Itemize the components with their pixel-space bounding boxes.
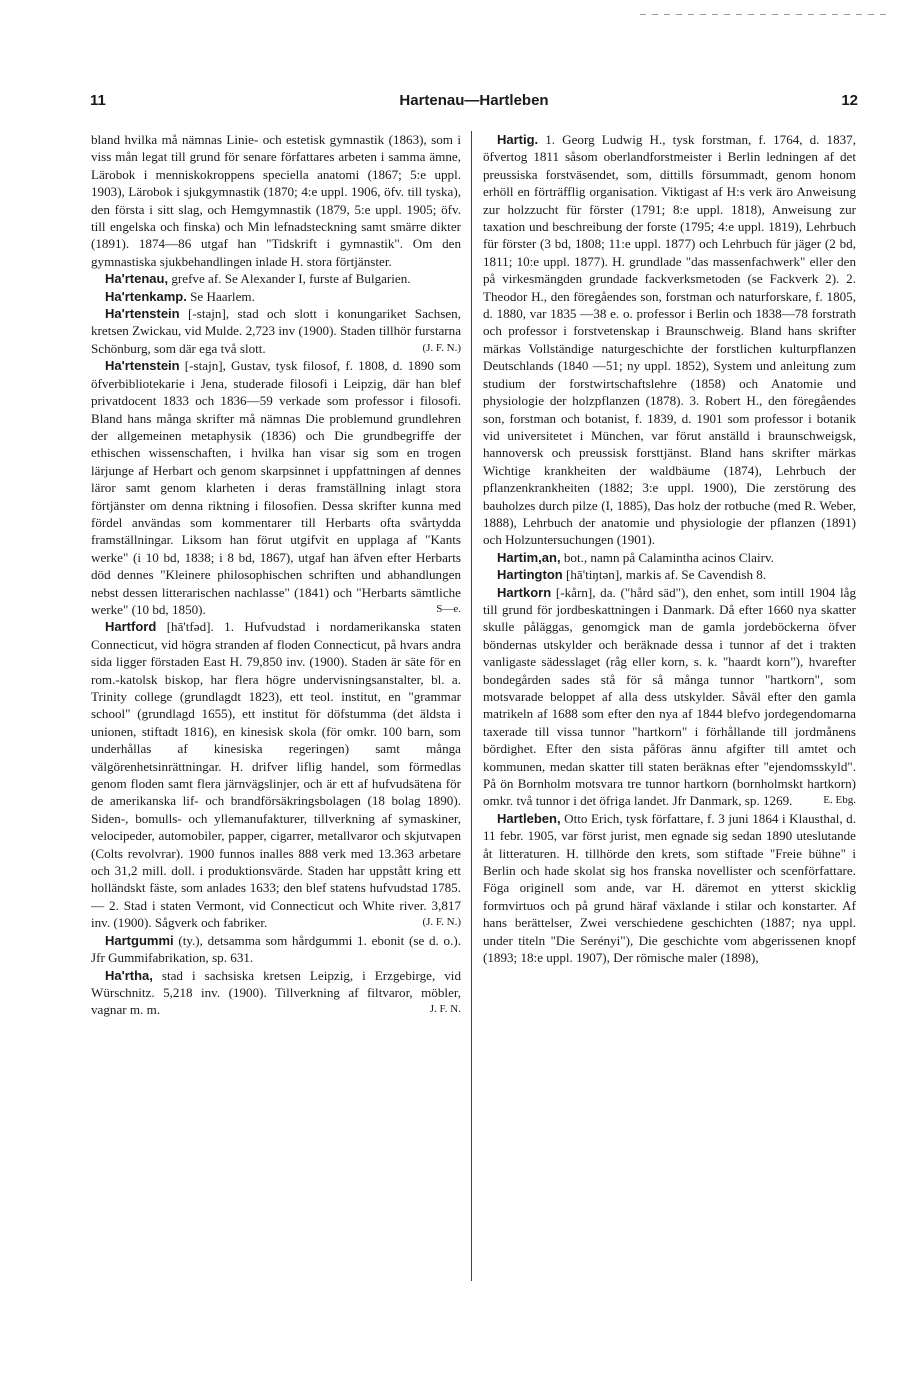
entry-headword: Ha'rtenau,	[105, 271, 169, 287]
entry-text: bot., namn på Calamintha acinos Clairv.	[563, 549, 774, 565]
entry-hartleben	[483, 810, 856, 967]
entry-text: Otto Erich, tysk författare, f. 3 juni 1864 i Klausthal, d. 11 febr. 1905, var först jurist, men egnade sig sedan 1890 uteslutande åt litteraturen. H. tillhörde den krets, som stiftade "Freie bühne" i Berlin och hade skolat sig hos franska novellister och scenförfattare. Föga originell som ande, var H. däremot en ytterst skicklig formvirtuos och på grund häraf växlande i stilar och konstarter. Af hans berättelser, Zwei verschiedene geschichten (1887; nya uppl. under titeln "Die Serényi"), Die geschichte vom abgerissenen knopf (1893; 18:e uppl. 1907), Der römische maler (1898),	[483, 810, 856, 966]
entry-headword: Hartgummi	[105, 932, 174, 948]
entry-hartenkamp	[91, 288, 461, 305]
entry-text: 1. Georg Ludwig H., tysk forstman, f. 1764, d. 1837, öfvertog 1811 såsom oberlandforstmeister i Berlin ledningen af det preussiska forstväsendet, som, dittills försummadt, genom honom erhöll en förträfflig organisation. Viktigast af H:s verk äro Anweisung zur holzzucht für förster (1791; 8:e uppl. 1818), Anweisung zur taxation und beschreibung der forste (1795; 4:e uppl. 1819), Lehrbuch für förster (3 bd, 1808; 11:e uppl. 1877) och Lehrbuch für jäger (2 bd, 1811; 10:e uppl. 1877). H. grundlade "das massenfachwerk" eller den på virkesmängden grundade fackverksmetoden (se Fackverk 2). 2. Theodor H., den föregåendes son, forstman och naturforskare, f. 1805, d. 1880, var 1835 —38 e. o. professor i Berlin och 1838—78 forstrath och professor i forstvetenskap i Braunschweig. Bland hans skrifter märkas Vollständige naturgeschichte der forstlichen kulturpflanzen Deutschlands (1840 —51; ny uppl. 1852), System und anleitung zum studium der forstwirtschaftslehre (1858) och Anatomie und physiologie der holzpflanzen (1878). 3. Robert H., den föregåendes son, forstman och botanist, f. 1839, d. 1901 som professor i botanik vid universitetet i München, var förut anställd i braunschweigsk, hannoversk och preussisk forsttjänst. Bland hans skrifter märkas Wichtige krankheiten der waldbäume (1874), Lehrbuch der pflanzenkrankheiten (1882; 3:e uppl. 1900), Die zerstörung des bauholzes durch pilze (I, 1885), Das holz der rotbuche (med R. Weber, 1888), Lehrbuch der anatomie und physiologie der pflanzen (1891) och Holzuntersuchungen (1901).	[483, 132, 856, 548]
entry-text: grefve af. Se Alexander I, furste af Bulgarien.	[171, 271, 411, 287]
entry-hartenstein-town	[91, 305, 461, 357]
entry-headword: Hartleben,	[497, 810, 561, 826]
top-dotted-rule	[640, 14, 890, 15]
entry-text: [-kårn], da. ("hård säd"), den enhet, som intill 1904 låg till grund för jordbeskattningen i Danmark. Då efter 1660 nya skatter skulle påläggas, genomgick man de gamla jordeböckerna öfver böndernas utskylder och beräknade dessa i tunnor af det i trakten vanligaste sädesslaget (råg eller korn, s. k. "haardt korn"), hvarefter bondegården sades stå för så många tunnor "hartkorn", som motsvarade beloppet af alla dess utskylder. Såväl efter den gamla matrikeln af 1688 som efter den nya af 1844 blefvo jordegendomarna taxerade till vissa tunnor "hartkorn" i förhållande till jordmånens bördighet. Efter den sista påföras ännu afgifter till amtet och kommunen, medan skatter till staten beräknas efter "ejendomsskyld". På ön Bornholm motsvara tre tunnor hartkorn (bornholmskt hartkorn) omkr. två tunnor i det öfriga landet. Jfr Danmark, sp. 1269.	[483, 584, 856, 809]
entry-headword: Hartington	[497, 567, 563, 583]
page-number-right: 12	[841, 92, 858, 109]
entry-headword: Ha'rtenstein	[105, 358, 180, 374]
entry-headword: Ha'rtenstein	[105, 306, 180, 322]
author-signature: E. Ebg.	[823, 794, 856, 807]
author-signature: (J. F. N.)	[422, 341, 461, 354]
page-header	[90, 92, 858, 114]
entry-headword: Hartig.	[497, 132, 539, 147]
entry-hartington	[483, 566, 856, 583]
entry-hartkorn	[483, 584, 856, 810]
entry-continuation	[91, 131, 461, 270]
entry-headword: Hartim,an,	[497, 549, 561, 565]
entry-text: [-stajn], stad och slott i konungariket Sachsen, kretsen Zwickau, vid Mulde. 2,723 inv (1900). Staden tillhör furstarna Schönburg, som där ega två slott.	[91, 306, 461, 356]
entry-headword: Hartford	[105, 619, 157, 635]
entry-hartgummi	[91, 932, 461, 967]
running-title: Hartenau—Hartleben	[399, 92, 549, 109]
entry-hartiman	[483, 549, 856, 566]
entry-text: Se Haarlem.	[190, 288, 255, 304]
entry-headword: Ha'rtha,	[105, 967, 153, 983]
entry-hartenau	[91, 270, 461, 287]
column-divider	[471, 131, 472, 1281]
entry-text: [-stajn], Gustav, tysk filosof, f. 1808, d. 1890 som öfverbibliotekarie i Jena, studerade filosofi i Leipzig, där han blef privatdocent 1833 och 1836—59 verkade som professor i filosofi. Bland hans många skrifter må nämnas Die problemund grundlehren der allgemeinen metaphysik (1836) och Die grundbegriffe der ethischen wissenschaften, i hvilka han visar sig som en trogen lärjunge af Herbart och genom skarpsinnet i uppfattningen af dennes läror samt genom klarheten i deras framställning inlagt stora förtjänster om denna riktning i filosofien. Dessa skrifter kunna med fördel användas som kommentarer till Herbarts ofta svårtydda framställningar. Liksom han förut utgifvit en upplaga af "Kants werke" (i 10 bd, 1838; i 8 bd, 1867), utgaf han äfven efter Herbarts död dennes "Kleinere philosophischen schriften und abhandlungen nebst dessen litterarischen nachlasse" (1841) och "Herbarts sämtliche werke" (10 bd, 1850).	[91, 358, 461, 617]
entry-hartenstein-gustav	[91, 357, 461, 618]
left-column	[91, 131, 461, 1301]
entry-headword: Ha'rtenkamp.	[105, 288, 187, 304]
author-signature: S—e.	[436, 602, 461, 615]
right-column	[483, 131, 856, 1301]
entry-hartig	[483, 131, 856, 549]
entry-text: (ty.), detsamma som hårdgummi 1. ebonit (se d. o.). Jfr Gummifabrikation, sp. 631.	[91, 932, 461, 966]
entry-hartford	[91, 618, 461, 931]
entry-text: bland hvilka må nämnas Linie- och estetisk gymnastik (1863), som i viss mån legat till grund för senare författares arbeten i samma ämne, Lärobok i menniskokroppens speciella anatomi (1867; 5:e uppl. 1903), Lärobok i sjukgymnastik (1870; 4:e uppl. 1906, öfv. till tyska), den första i sitt slag, och Hemgymnastik (1879, 5:e uppl. 1905; öfv. till engelska och finska) och Min lefnadsteckning samt smärre dikter (1891). 1874—86 utgaf han "Tidskrift i gymnastik". Om den gymnastiska sjukbehandlingen inlade H. stora förtjänster.	[91, 132, 461, 269]
entry-text: stad i sachsiska kretsen Leipzig, i Erzgebirge, vid Würschnitz. 5,218 inv. (1900). Tillverkning af filtvaror, möbler, vagnar m. m.	[91, 967, 461, 1018]
author-signature: J. F. N.	[429, 1003, 461, 1016]
entry-text: [hā'tfəd]. 1. Hufvudstad i nordamerikanska staten Connecticut, vid högra stranden af floden Connecticut, på hvars andra sida ligger förstaden East H. 79,850 inv. (1900). Staden är säte för en rom.-katolsk biskop, har flera högre undervisningsanstalter, bl. a. Trinity college (grundlagdt 1823), ett teol. institut, en "grammar school" (grundlagd 1655), ett institut för döfstumma (det äldsta i unionen, stiftadt 1816), en kinesisk skola (för omkr. 100 barn, som underhållas af kinesiska regeringen) samt många välgörenhetsinrättningar. H. drifver liflig handel, som förmedlas genom floden samt flera järnvägslinjer, och är ett af hufvudsätena för de amerikanska lif- och brandförsäkringsbolagen (18 bolag 1890). Siden-, bomulls- och yllemanufakturer, tillverkning af symaskiner, velocipeder, automobiler, papper, cigarrer, metallvaror och skjutvapen (Colts revolvrar). 1900 funnos inalles 888 verk med 13.363 arbetare och 31,2 mill. doll. i produktionsvärde. Staden har uppstått kring ett holländskt fäste, som anlades 1633; den blef statens hufvudstad 1785. — 2. Stad i staten Vermont, vid Connecticut och White river. 3,817 inv. (1900). Sågverk och fabriker.	[91, 619, 461, 931]
author-signature: (J. F. N.)	[422, 916, 461, 929]
page-number-left: 11	[90, 92, 106, 109]
entry-headword: Hartkorn	[497, 584, 552, 600]
entry-hartha	[91, 967, 461, 1019]
entry-text: [hā'tiŋtən], markis af. Se Cavendish 8.	[566, 567, 767, 583]
